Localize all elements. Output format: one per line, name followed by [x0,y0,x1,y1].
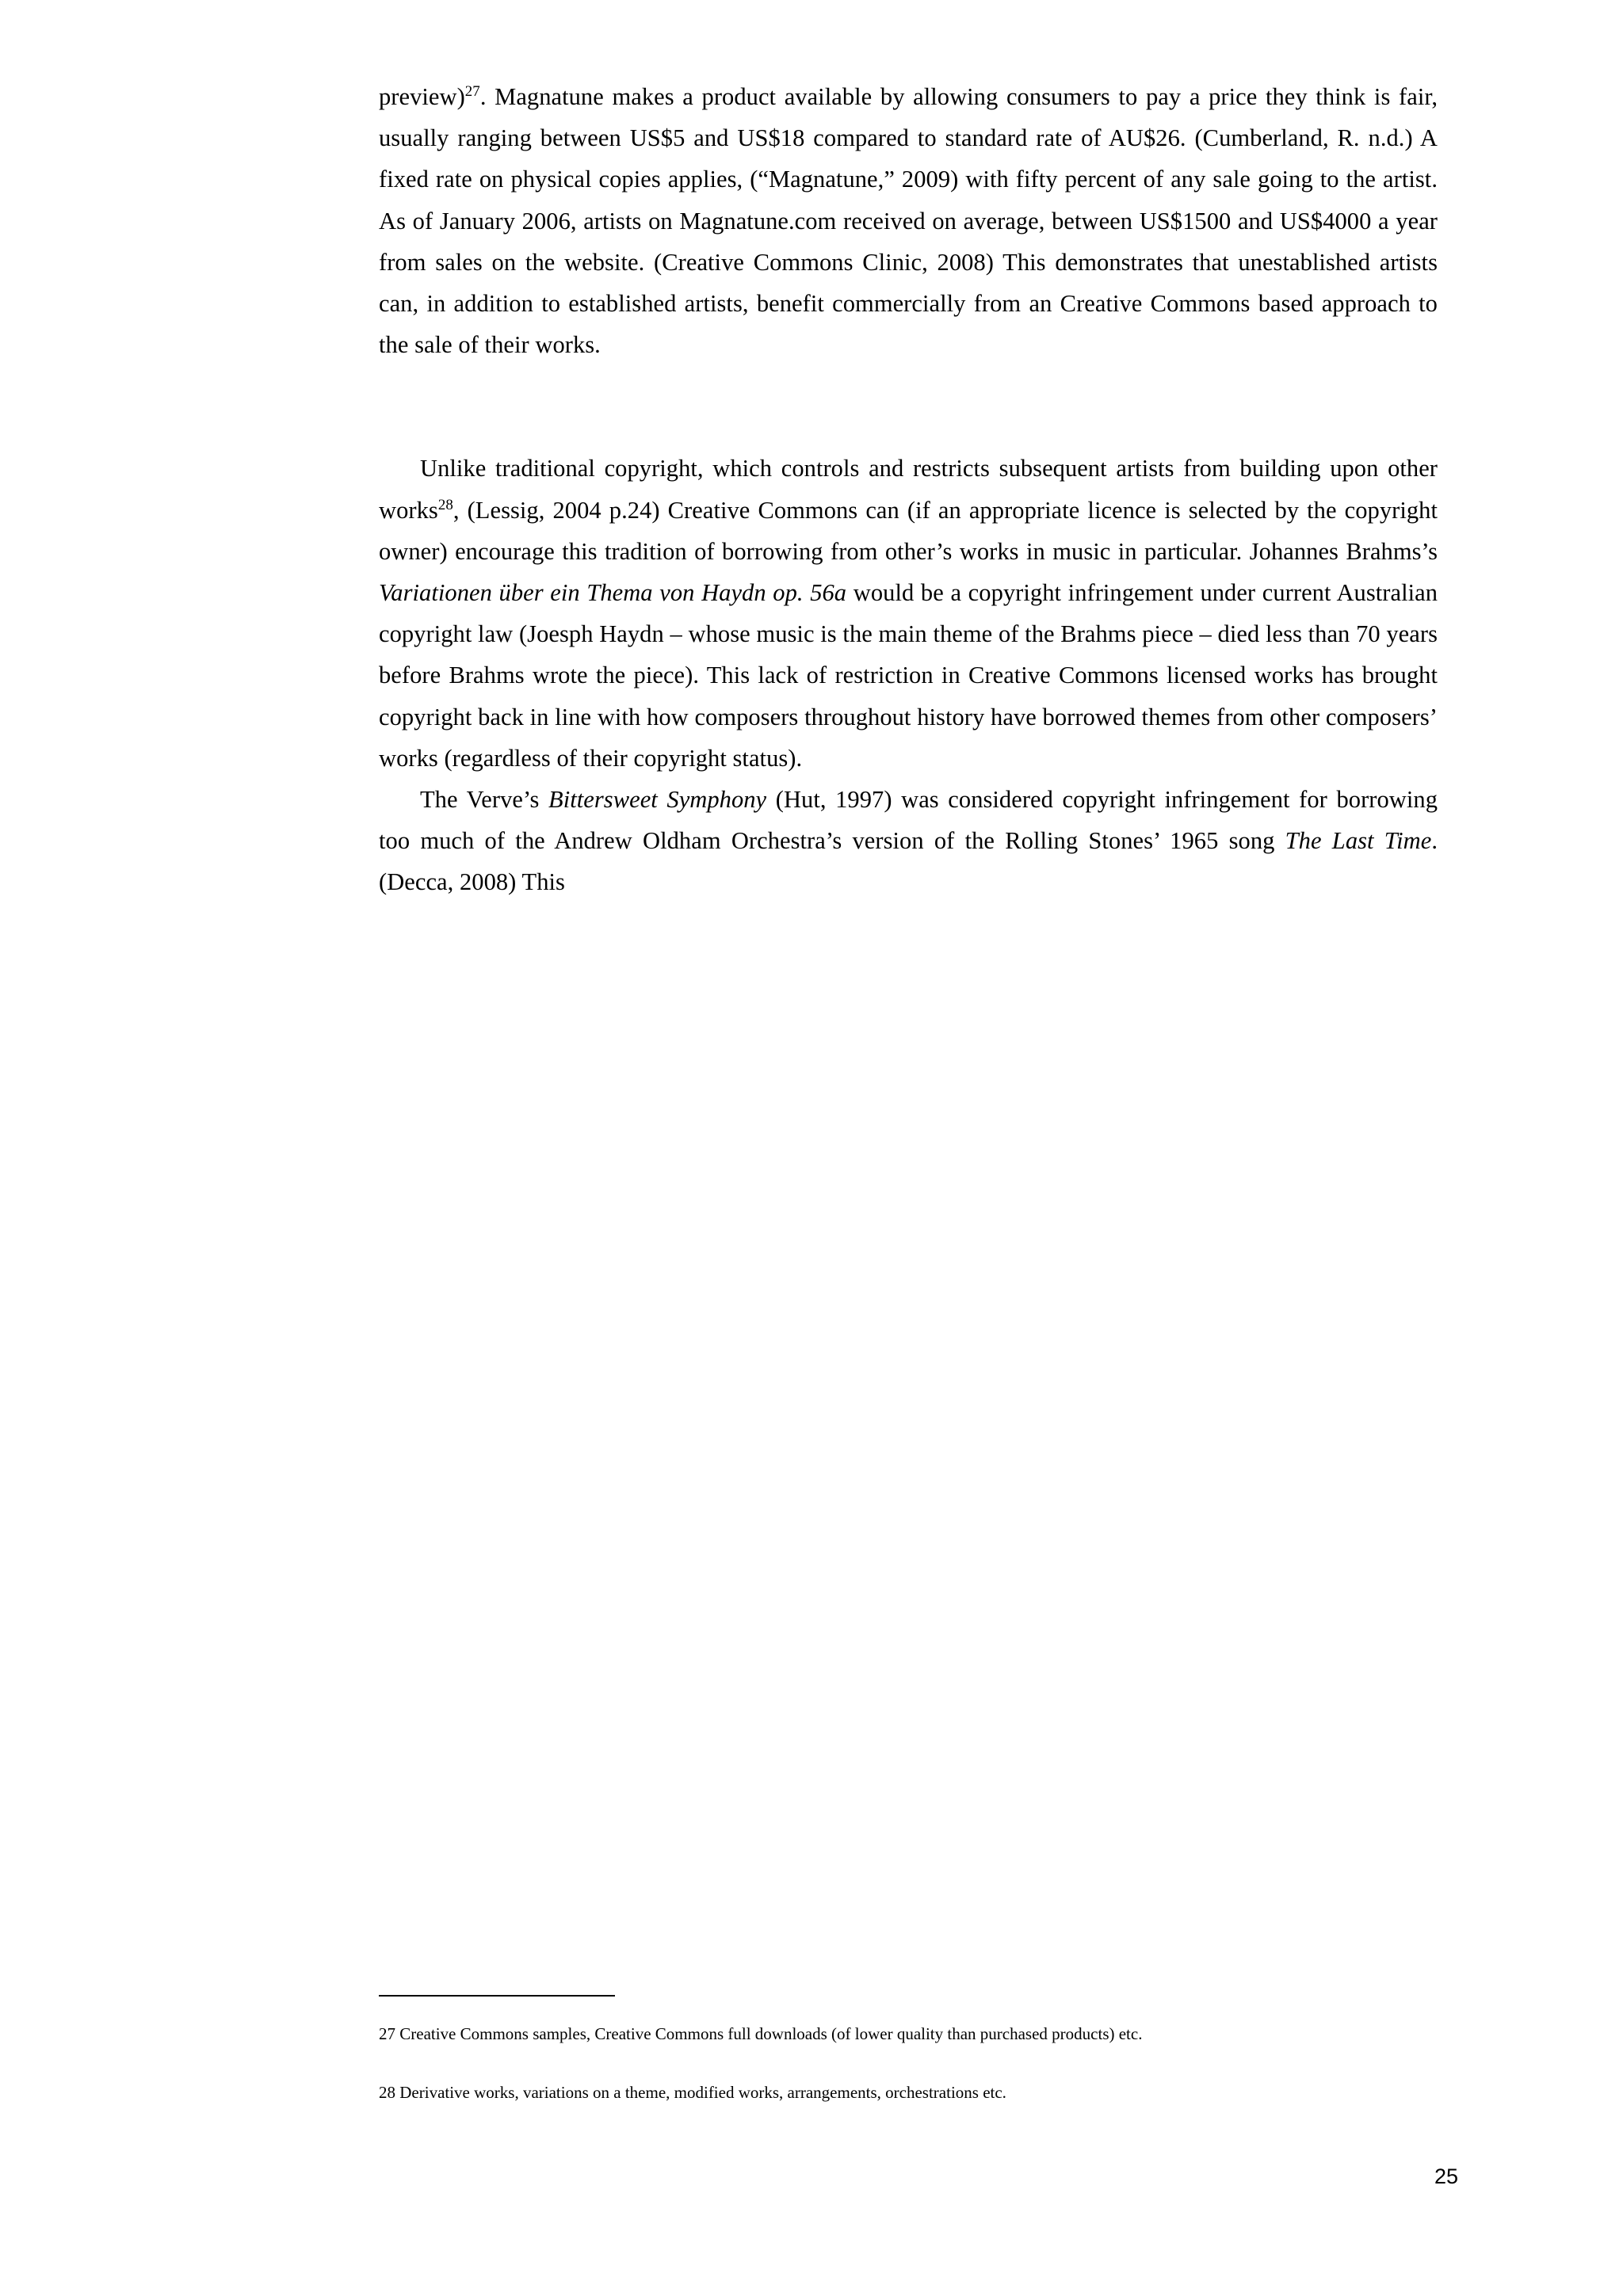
footnote-item-28: 28 Derivative works, variations on a theme, modified works, arrangements, orchestrations etc. [379,2083,1006,2102]
text-run: , (Lessig, 2004 p.24) Creative Commons can (if an appropriate licence is selected by the copyright owner) encourage this tradition of borrowing from other’s works in music in particular. Johannes Brahms’s [379,496,1438,565]
footnote-area [379,1995,1438,2103]
italic-title: The Last Time [1285,827,1432,855]
italic-title: Bittersweet Symphony [548,786,767,814]
body-paragraph-magnatune [379,76,1438,365]
page-body-text [379,76,1438,903]
text-run: (Hut, 1997) was considered copyright infringement for borrowing too much of the Andrew Oldham Orchestra’s version of the Rolling Stones’ 1965 song [379,786,1438,855]
italic-title: Variationen über ein Thema von Haydn op. 56a [379,579,847,607]
text-run: The Verve’s [420,786,549,814]
text-run: Unlike traditional copyright, which controls and restricts subsequent artists from building upon other works [379,455,1438,524]
body-paragraph-verve [379,779,1438,903]
text-run: . Magnatune makes a product available by allowing consumers to pay a price they think is fair, usually ranging between US$5 and US$18 compared to standard rate of AU$26. (Cumberland, R. n.d.) A fixed rate on physical copies applies, (“Magnatune,” 2009) with fifty percent of any sale going to the artist. As of January 2006, artists on Magnatune.com received on average, between US$1500 and US$4000 a year from sales on the website. (Creative Commons Clinic, 2008) This demonstrates that unestablished artists can, in addition to established artists, benefit commercially from an Creative Commons based approach to the sale of their works. [379,83,1438,359]
body-paragraph-copyright-tradition [379,448,1438,779]
text-run: preview) [379,83,465,110]
text-run: . (Decca, 2008) This [379,827,1438,896]
footnote-marker-28: 28 [437,496,453,513]
footnote-item-27: 27 Creative Commons samples, Creative Commons full downloads (of lower quality than purchased products) etc. [379,2024,1143,2043]
footnote-separator-rule [379,1995,615,1997]
footnote-marker-27: 27 [464,82,480,100]
text-run: would be a copyright infringement under current Australian copyright law (Joesph Haydn – whose music is the main theme of the Brahms piece – died less than 70 years before Brahms wrote the piece). This lack of restriction in Creative Commons licensed works has brought copyright back in line with how composers throughout history have borrowed themes from other composers’ works (regardless of their copyright status). [379,579,1438,772]
page-number: 25 [1434,2164,1458,2188]
paragraph-spacer [379,365,1438,448]
